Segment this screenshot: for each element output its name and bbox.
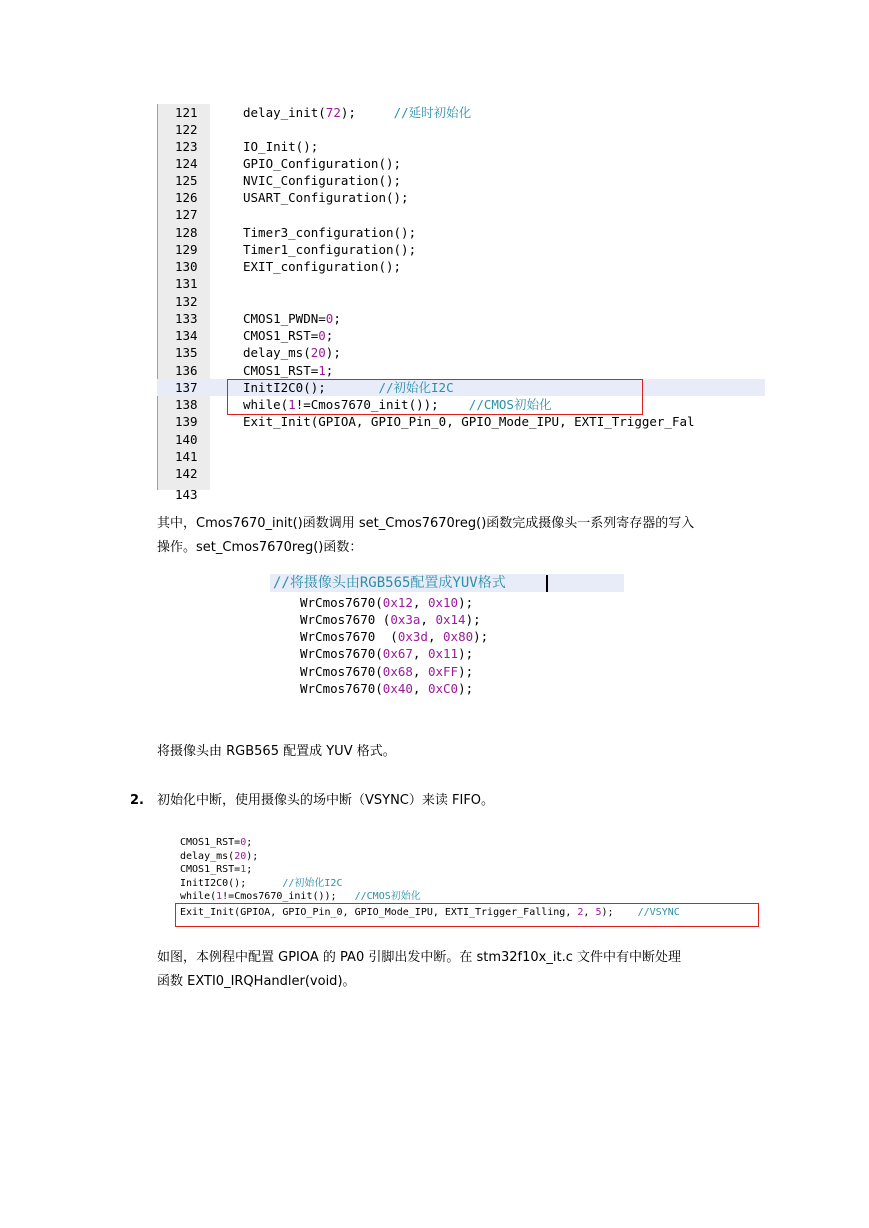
code-line-highlighted: 137 InitI2C0(); //初始化I2C <box>157 379 765 396</box>
code-comment: //VSYNC <box>637 907 680 918</box>
code-line: CMOS1_RST=1; <box>180 864 253 875</box>
code-screenshot-yuv-config <box>270 574 625 698</box>
code-line: 122 <box>175 122 198 137</box>
code-line: 132 <box>175 294 198 309</box>
code-line: delay_ms(20); <box>180 850 259 862</box>
code-line <box>157 104 765 121</box>
code-line: 128 Timer3_configuration(); <box>175 225 417 240</box>
code-text: delay_init(72); //延时初始化 <box>243 105 472 120</box>
code-line: WrCmos7670(0x40, 0xC0); <box>300 681 474 696</box>
code-line: 124 GPIO_Configuration(); <box>175 156 402 171</box>
highlight-box <box>227 379 643 415</box>
code-line: CMOS1_RST=0; <box>180 837 253 848</box>
list-marker: 2. <box>130 793 144 808</box>
paragraph-yuv-format: 将摄像头由 RGB565 配置成 YUV 格式。 <box>157 744 396 759</box>
code-line: 126 USART_Configuration(); <box>175 190 409 205</box>
code-comment: //将摄像头由RGB565配置成YUV格式 <box>273 575 506 591</box>
code-line: 130 EXIT_configuration(); <box>175 259 402 274</box>
code-comment: //初始化I2C <box>282 877 343 889</box>
code-screenshot-main-init <box>157 104 765 502</box>
code-comment: //CMOS初始化 <box>468 397 552 412</box>
code-line: 135 delay_ms(20); <box>175 345 341 360</box>
code-line-partially-hidden: while(1!=Cmos7670_init()); //CMOS初始化 <box>180 891 421 902</box>
code-line: 142 <box>175 466 198 481</box>
code-line: WrCmos7670 (0x3d, 0x80); <box>300 629 489 644</box>
code-line: 127 <box>175 207 198 222</box>
code-line: InitI2C0(); //初始化I2C <box>180 877 343 889</box>
list-item-init-interrupt: 2. 初始化中断，使用摄像头的场中断（VSYNC）来读 FIFO。 <box>130 789 790 813</box>
cut-off-line-number: 143 <box>175 487 198 502</box>
highlight-box <box>175 903 759 927</box>
code-line: 136 CMOS1_RST=1; <box>175 363 334 378</box>
code-line: 138 while(1!=Cmos7670_init()); //CMOS初始化 <box>175 397 552 412</box>
code-line: 141 <box>175 449 198 464</box>
code-comment: //延时初始化 <box>393 105 472 120</box>
code-line: 134 CMOS1_RST=0; <box>175 328 334 343</box>
code-line: WrCmos7670(0x67, 0x11); <box>300 646 474 661</box>
code-comment: //CMOS初始化 <box>354 891 421 902</box>
code-line: WrCmos7670 (0x3a, 0x14); <box>300 612 481 627</box>
code-line: 133 CMOS1_PWDN=0; <box>175 311 341 326</box>
code-line: 123 IO_Init(); <box>175 139 319 154</box>
code-line: 125 NVIC_Configuration(); <box>175 173 402 188</box>
comment-line-highlight <box>270 574 624 592</box>
text-cursor <box>546 575 548 592</box>
code-line: 140 <box>175 432 198 447</box>
code-line: 139 Exit_Init(GPIOA, GPIO_Pin_0, GPIO_Mode_IPU, EXTI_Trigger_Fal <box>175 414 695 429</box>
code-comment: //初始化I2C <box>378 380 454 395</box>
code-screenshot-exti-init <box>176 836 766 932</box>
code-line: 129 Timer1_configuration(); <box>175 242 417 257</box>
line-number: 121 <box>175 105 198 120</box>
paragraph-gpioa-interrupt: 如图，本例程中配置 GPIOA 的 PA0 引脚出发中断。在 stm32f10x_it.c 文件中有中断处理 函数 EXTI0_IRQHandler(void)。 <box>157 950 681 989</box>
code-line: 131 <box>175 276 198 291</box>
code-line: WrCmos7670(0x12, 0x10); <box>300 595 474 610</box>
code-line: WrCmos7670(0x68, 0xFF); <box>300 664 474 679</box>
code-line: Exit_Init(GPIOA, GPIO_Pin_0, GPIO_Mode_IPU, EXTI_Trigger_Falling, 2, 5); //VSYNC <box>180 907 680 918</box>
paragraph-cmos-init: 其中，Cmos7670_init()函数调用 set_Cmos7670reg()函数完成摄像头一系列寄存器的写入 操作。set_Cmos7670reg()函数： <box>157 516 695 555</box>
